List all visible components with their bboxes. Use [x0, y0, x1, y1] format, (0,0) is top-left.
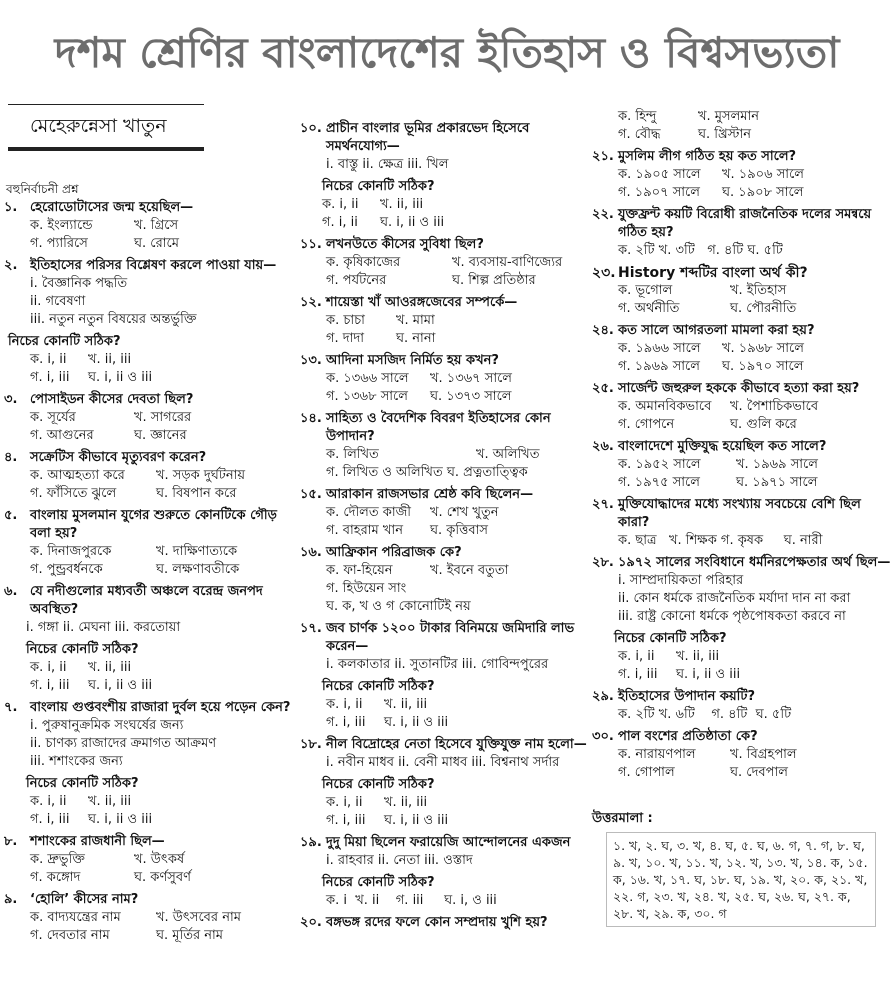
option-ga: গ. পুন্ড্রবর্ধনকে	[30, 562, 103, 577]
option-gha: ঘ. ১৯৭০ সালে	[722, 359, 804, 374]
answer-key-label: উত্তরমালা :	[592, 811, 653, 826]
question-29	[592, 688, 892, 724]
option-ka: ক. সূর্যের	[30, 410, 76, 425]
option-gha: ঘ. গুলি করে	[730, 417, 797, 432]
option-gha: ঘ. ১৯৭১ সালে	[736, 475, 818, 490]
question-text: কত সালে আগরতলা মামলা করা হয়?	[618, 323, 815, 338]
option-kha: খ. শেখ খুতুন	[430, 505, 499, 520]
question-25	[592, 380, 892, 434]
option-kha: খ. গ্রিসে	[134, 218, 179, 233]
option-kha: খ. ১৯৬৯ সালে	[736, 457, 818, 472]
options-line: ক. ২টি খ. ৩টি গ. ৪টি ঘ. ৫টি	[618, 243, 783, 258]
option-ga: গ. অর্থনীতি	[618, 301, 680, 316]
question-number: ১১.	[300, 237, 322, 252]
question-24	[592, 322, 892, 376]
question-text: History শব্দটির বাংলা অর্থ কী?	[618, 265, 808, 281]
statement-iii: iii. নতুন নতুন বিষয়ের অন্তর্ভুক্তি	[30, 312, 197, 327]
option-gha: ঘ. দেবপাল	[730, 765, 788, 780]
option-kha: খ. দাক্ষিণাত্যকে	[156, 544, 238, 559]
question-number: ১৫.	[300, 487, 322, 502]
question-number: ২০.	[300, 915, 322, 930]
question-number: ২৩.	[592, 265, 616, 281]
option-ga: গ. বাহরাম খান	[326, 523, 403, 538]
question-11	[300, 236, 590, 290]
option-ka: ক. ফা-হিয়েন	[326, 563, 393, 578]
question-21	[592, 148, 892, 202]
option-gha: ঘ. ১৯০৮ সালে	[722, 185, 804, 200]
question-text: প্রাচীন বাংলার ভূমির প্রকারভেদ হিসেবে সমর্থনযোগ্য—	[326, 121, 530, 154]
author-name: মেহেরুন্নেসা খাতুন	[30, 115, 167, 137]
option-kha: খ. বিগ্রহপাল	[730, 747, 797, 762]
question-text: পাল বংশের প্রতিষ্ঠাতা কে?	[618, 729, 758, 744]
question-number: ১২.	[300, 295, 322, 310]
question-text: ১৯৭২ সালের সংবিধানে ধর্মনিরপেক্ষতার অর্থ ছিল—	[618, 555, 891, 570]
option-gha: ঘ. কর্ণসুবর্ণ	[134, 870, 191, 885]
question-12	[300, 294, 590, 348]
option-ga: গ. দেবতার নাম	[30, 928, 110, 943]
option-ka: ক. ১৯০৫ সালে	[618, 167, 701, 182]
question-18	[300, 736, 590, 830]
option-kha: খ. ১৯৬৮ সালে	[722, 341, 804, 356]
option-ga: গ. গোপনে	[618, 417, 675, 432]
option-gha: ঘ. খ্রিস্টান	[698, 127, 752, 142]
option-ka: ক. দিনাজপুরকে	[30, 544, 112, 559]
option-ka: ক. ১৯৫২ সালে	[618, 457, 701, 472]
option-gha: ঘ. ১৩৭৩ সালে	[430, 389, 512, 404]
question-27	[592, 496, 892, 550]
question-number: ১.	[4, 200, 18, 215]
section-heading: বহুনির্বাচনী প্রশ্ন	[6, 182, 79, 196]
option-ga: গ. ফাঁসিতে ঝুলে	[30, 486, 117, 501]
statements: i. নবীন মাধব ii. বেনী মাধব iii. বিশ্বনাথ সর্দার	[326, 755, 560, 770]
which-correct-label: নিচের কোনটি সঠিক?	[322, 179, 435, 194]
question-text: শশাংকের রাজধানী ছিল—	[30, 834, 165, 849]
option-ga: গ. i, iii	[30, 812, 70, 827]
option-ka: ক. চাচা	[326, 313, 365, 328]
option-ga: গ. ১৯৭৫ সালে	[618, 475, 700, 490]
question-26	[592, 438, 892, 492]
option-kha: খ. ইবনে বতুতা	[430, 563, 509, 578]
option-ga: গ. প্যারিসে	[30, 236, 88, 251]
option-gha: ঘ. রোমে	[134, 236, 179, 251]
question-7	[4, 699, 294, 829]
question-number: ২৮.	[592, 555, 614, 570]
option-kha: খ. সড়ক দুর্ঘটনায়	[156, 468, 246, 483]
question-number: ২.	[4, 258, 18, 273]
question-text: মুক্তিযোদ্ধাদের মধ্যে সংখ্যায় সবচেয়ে বেশি ছিল কারা?	[618, 497, 861, 530]
question-number: ২১.	[592, 149, 614, 164]
question-number: ৩.	[4, 392, 18, 407]
option-kha: খ. ii, iii	[88, 352, 132, 367]
question-3	[4, 391, 294, 445]
option-gha: ঘ. মূর্তির নাম	[156, 928, 224, 943]
question-number: ৬.	[4, 584, 18, 599]
question-number: ১৮.	[300, 737, 322, 752]
option-kha: খ. ইতিহাস	[730, 283, 787, 298]
question-9	[4, 891, 294, 945]
statements: i. কলকাতার ii. সুতানটির iii. গোবিন্দপুরের	[326, 657, 549, 672]
statement-ii: ii. গবেষণা	[30, 294, 86, 309]
which-correct-label: নিচের কোনটি সঠিক?	[614, 631, 727, 646]
option-kha: খ. ii, iii	[380, 197, 424, 212]
question-text: লখনউতে কীসের সুবিধা ছিল?	[326, 237, 484, 252]
options-line: ক. ২টি খ. ৬টি গ. ৪টি ঘ. ৫টি	[618, 707, 792, 722]
option-kha: খ. ব্যবসায়-বাণিজ্যের	[452, 255, 563, 270]
option-ka: ক. ১৩৬৬ সালে	[326, 371, 409, 386]
option-gha: ঘ. i, ii ও iii	[384, 715, 449, 730]
option-ka: ক. i, ii	[322, 197, 359, 212]
option-ga: গ. ১৯৬৯ সালে	[618, 359, 700, 374]
question-text: পোসাইডন কীসের দেবতা ছিল?	[30, 392, 194, 407]
question-number: ১৭.	[300, 621, 322, 636]
question-1	[4, 199, 294, 253]
question-5	[4, 507, 294, 579]
statement-i: i. বৈজ্ঞানিক পদ্ধতি	[30, 276, 128, 291]
question-text: বাংলাদেশে মুক্তিযুদ্ধ হয়েছিল কত সালে?	[618, 439, 827, 454]
option-gha: ঘ. প্রত্নতাত্ত্বিক	[446, 465, 528, 480]
question-text: ‘হোলি’ কীসের নাম?	[30, 892, 139, 907]
option-ka: ক. আত্মহত্যা করে	[30, 468, 125, 483]
option-kha: খ. ii, iii	[88, 660, 132, 675]
option-kha: খ. ii, iii	[384, 795, 428, 810]
question-number: ৩০.	[592, 729, 614, 744]
question-number: ২৯.	[592, 689, 614, 704]
option-ga: গ. i, iii	[30, 678, 70, 693]
question-28	[592, 554, 892, 684]
option-gha: ঘ. নানা	[396, 331, 436, 346]
statement-i: i. পুরুষানুক্রমিক সংঘর্ষের জন্য	[30, 718, 184, 733]
question-text: নীল বিদ্রোহের নেতা হিসেবে যুক্তিযুক্ত নাম হলো—	[326, 737, 587, 752]
question-19	[300, 834, 590, 910]
option-gha: ঘ. পৌরনীতি	[730, 301, 797, 316]
option-ka: ক. i, ii	[30, 660, 67, 675]
question-text: সার্জেন্ট জহুরুল হককে কীভাবে হত্যা করা হয়?	[618, 381, 860, 396]
option-gha: ঘ. ক, খ ও গ কোনোটিই নয়	[326, 599, 471, 614]
option-gha: ঘ. লক্ষণাবতীকে	[156, 562, 240, 577]
option-ka: ক. i, ii	[326, 795, 363, 810]
which-correct-label: নিচের কোনটি সঠিক?	[322, 875, 435, 890]
option-gha: ঘ. কৃত্তিবাস	[430, 523, 488, 538]
option-ga: গ. আগুনের	[30, 428, 94, 443]
author-bottom-rule	[8, 147, 204, 151]
option-ka: ক. ভূগোল	[618, 283, 673, 298]
question-number: ৪.	[4, 450, 18, 465]
options-line: ক. i খ. ii গ. iii ঘ. i, ও iii	[326, 893, 497, 908]
option-ka: ক. i, ii	[30, 794, 67, 809]
question-text: শায়েস্তা খাঁ আওরঙ্গজেবের সম্পর্কে—	[326, 295, 518, 310]
option-kha: খ. ii, iii	[384, 697, 428, 712]
question-13	[300, 352, 590, 406]
statements: i. বাস্তু ii. ক্ষেত্র iii. খিল	[326, 157, 449, 172]
which-correct-label: নিচের কোনটি সঠিক?	[322, 679, 435, 694]
option-gha: ঘ. i, ii ও iii	[88, 370, 153, 385]
option-ga: গ. i, iii	[326, 715, 366, 730]
column-2	[300, 120, 590, 936]
statements: i. রাহবার ii. নেতা iii. ওস্তাদ	[326, 853, 473, 868]
question-text: যুক্তফ্রন্ট কয়টি বিরোধী রাজনৈতিক দলের সমন্বয়ে গঠিত হয়?	[618, 207, 872, 240]
question-20	[300, 914, 590, 932]
option-ga: গ. দাদা	[326, 331, 364, 346]
statement-ii: ii. চাণক্য রাজাদের ক্রমাগত আক্রমণ	[30, 736, 217, 751]
question-text: বঙ্গভঙ্গ রদের ফলে কোন সম্প্রদায় খুশি হয়?	[326, 915, 548, 930]
column-1	[4, 180, 294, 949]
option-kha: খ. ১৩৬৭ সালে	[430, 371, 512, 386]
option-ka: ক. লিখিত	[326, 447, 379, 462]
option-kha: খ. উৎকর্ষ	[134, 852, 185, 867]
option-gha: ঘ. i, ii ও iii	[88, 812, 153, 827]
options-line: ক. ছাত্র খ. শিক্ষক গ. কৃষক ঘ. নারী	[618, 533, 823, 548]
option-gha: ঘ. i, ii ও iii	[676, 667, 741, 682]
option-ga: গ. ১৩৬৮ সালে	[326, 389, 408, 404]
question-2	[4, 257, 294, 387]
option-ga: গ. ১৯০৭ সালে	[618, 185, 700, 200]
answer-key: ১. খ, ২. ঘ, ৩. খ, ৪. ঘ, ৫. ঘ, ৬. গ, ৭. গ, ৮. ঘ, ৯. খ, ১০. খ, ১১. খ, ১২. খ, ১৩. খ, ১৪. ক, ১৫. ক, ১৬. খ, ১৭. ঘ, ১৮. ঘ, ১৯. খ, ২০. ক, ২১. খ, ২২. গ, ২৩. খ, ২৪. খ, ২৫. ঘ, ২৬. ঘ, ২৭. ক, ২৮. খ, ২৯. ক, ৩০. গ	[606, 832, 876, 927]
question-number: ১৪.	[300, 411, 322, 426]
question-6	[4, 583, 294, 695]
statements: i. গঙ্গা ii. মেঘনা iii. করতোয়া	[26, 620, 181, 635]
statement-iii: iii. শশাংকের জন্য	[30, 754, 123, 769]
question-text: আরাকান রাজসভার শ্রেষ্ঠ কবি ছিলেন—	[326, 487, 534, 502]
question-23	[592, 264, 892, 318]
question-number: ২৭.	[592, 497, 614, 512]
which-correct-label: নিচের কোনটি সঠিক?	[26, 776, 139, 791]
statement-i: i. সাম্প্রদায়িকতা পরিহার	[618, 573, 744, 588]
option-gha: ঘ. জ্ঞানের	[134, 428, 187, 443]
option-ka: ক. ইংল্যান্ডে	[30, 218, 93, 233]
question-text: সাহিত্য ও বৈদেশিক বিবরণ ইতিহাসের কোন উপাদান?	[326, 411, 551, 444]
question-15	[300, 486, 590, 540]
question-22	[592, 206, 892, 260]
option-ka: ক. বাদ্যযন্ত্রের নাম	[30, 910, 121, 925]
question-8	[4, 833, 294, 887]
statement-ii: ii. কোন ধর্মকে রাজনৈতিক মর্যাদা দান না করা	[618, 591, 851, 606]
question-text: ইতিহাসের উপাদান কয়টি?	[618, 689, 756, 704]
option-ga: গ. i, iii	[30, 370, 70, 385]
option-gha: ঘ. i, ii ও iii	[88, 678, 153, 693]
option-ga: গ. হিউয়েন সাং	[326, 581, 407, 596]
question-text: জব চার্ণক ১২০০ টাকার বিনিময়ে জমিদারি লাভ করেন—	[326, 621, 575, 654]
question-17	[300, 620, 590, 732]
question-number: ১০.	[300, 121, 322, 136]
which-correct-label: নিচের কোনটি সঠিক?	[322, 777, 435, 792]
question-number: ১৯.	[300, 835, 322, 850]
option-gha: ঘ. i, ii ও iii	[380, 215, 445, 230]
question-number: ২৪.	[592, 323, 614, 338]
option-ka: ক. দৌলত কাজী	[326, 505, 411, 520]
option-ka: ক. নারায়ণপাল	[618, 747, 696, 762]
question-number: ৫.	[4, 508, 18, 523]
option-ga: গ. পর্যটনের	[326, 273, 387, 288]
option-kha: খ. পৈশাচিকভাবে	[730, 399, 819, 414]
option-ka: ক. দ্রুভুক্তি	[30, 852, 85, 867]
option-ga: গ. i, ii	[322, 215, 358, 230]
option-ka: ক. i, ii	[30, 352, 67, 367]
question-text: আদিনা মসজিদ নির্মিত হয় কখন?	[326, 353, 499, 368]
author-top-rule	[8, 104, 204, 105]
question-text: সক্রেটিস কীভাবে মৃত্যুবরণ করেন?	[30, 450, 207, 465]
question-number: ২৬.	[592, 439, 614, 454]
which-correct-label: নিচের কোনটি সঠিক?	[8, 334, 121, 349]
statement-iii: iii. রাষ্ট্র কোনো ধর্মকে পৃষ্ঠপোষকতা করবে না	[618, 609, 846, 624]
question-number: ৭.	[4, 700, 18, 715]
question-text: হেরোডোটাসের জন্ম হয়েছিল—	[30, 200, 194, 215]
option-kha: খ. ১৯০৬ সালে	[722, 167, 804, 182]
option-ka: ক. হিন্দু	[618, 109, 657, 124]
question-text: বাংলায় গুপ্তবংশীয় রাজারা দুর্বল হয়ে পড়েন কেন?	[30, 700, 291, 715]
question-number: ১৩.	[300, 353, 322, 368]
option-gha: ঘ. শিল্প প্রতিষ্ঠার	[452, 273, 536, 288]
option-ga: গ. লিখিত ও অলিখিত	[326, 465, 443, 480]
question-20-options	[592, 108, 892, 144]
question-text: ইতিহাসের পরিসর বিশ্লেষণ করলে পাওয়া যায়—	[30, 258, 277, 273]
option-gha: ঘ. i, ii ও iii	[384, 813, 449, 828]
option-kha: খ. ii, iii	[676, 649, 720, 664]
option-ga: গ. কঙ্গোদ	[30, 870, 81, 885]
question-30	[592, 728, 892, 782]
question-4	[4, 449, 294, 503]
question-text: যে নদীগুলোর মধ্যবর্তী অঞ্চলে বরেন্দ্র জনপদ অবস্থিত?	[30, 584, 263, 617]
question-text: দুদু মিয়া ছিলেন ফরায়েজি আন্দোলনের একজন	[326, 835, 571, 850]
page-title: দশম শ্রেণির বাংলাদেশের ইতিহাস ও বিশ্বসভ্যতা	[54, 28, 840, 77]
question-number: ১৬.	[300, 545, 322, 560]
option-ga: গ. বৌদ্ধ	[618, 127, 661, 142]
option-kha: খ. সাগরের	[134, 410, 192, 425]
question-text: বাংলায় মুসলমান যুগের শুরুতে কোনটিকে গৌড় বলা হয়?	[30, 508, 277, 541]
option-kha: খ. মামা	[396, 313, 435, 328]
option-kha: খ. ii, iii	[88, 794, 132, 809]
question-number: ২৫.	[592, 381, 614, 396]
option-ga: গ. i, iii	[326, 813, 366, 828]
question-number: ২২.	[592, 207, 614, 222]
option-ka: ক. ১৯৬৬ সালে	[618, 341, 701, 356]
question-14	[300, 410, 590, 482]
question-text: মুসলিম লীগ গঠিত হয় কত সালে?	[618, 149, 797, 164]
option-ga: গ. i, iii	[618, 667, 658, 682]
option-ka: ক. i, ii	[618, 649, 655, 664]
option-kha: খ. অলিখিত	[476, 447, 540, 462]
question-number: ৯.	[4, 892, 18, 907]
option-ka: ক. কৃষিকাজের	[326, 255, 401, 270]
question-number: ৮.	[4, 834, 18, 849]
option-ka: ক. অমানবিকভাবে	[618, 399, 712, 414]
which-correct-label: নিচের কোনটি সঠিক?	[26, 642, 139, 657]
column-3	[592, 108, 892, 927]
option-kha: খ. উৎসবের নাম	[156, 910, 241, 925]
question-text: আফ্রিকান পরিব্রাজক কে?	[326, 545, 462, 560]
option-ga: গ. গোপাল	[618, 765, 675, 780]
option-gha: ঘ. বিষপান করে	[156, 486, 237, 501]
question-16	[300, 544, 590, 616]
option-ka: ক. i, ii	[326, 697, 363, 712]
option-kha: খ. মুসলমান	[698, 109, 760, 124]
question-10	[300, 120, 590, 232]
